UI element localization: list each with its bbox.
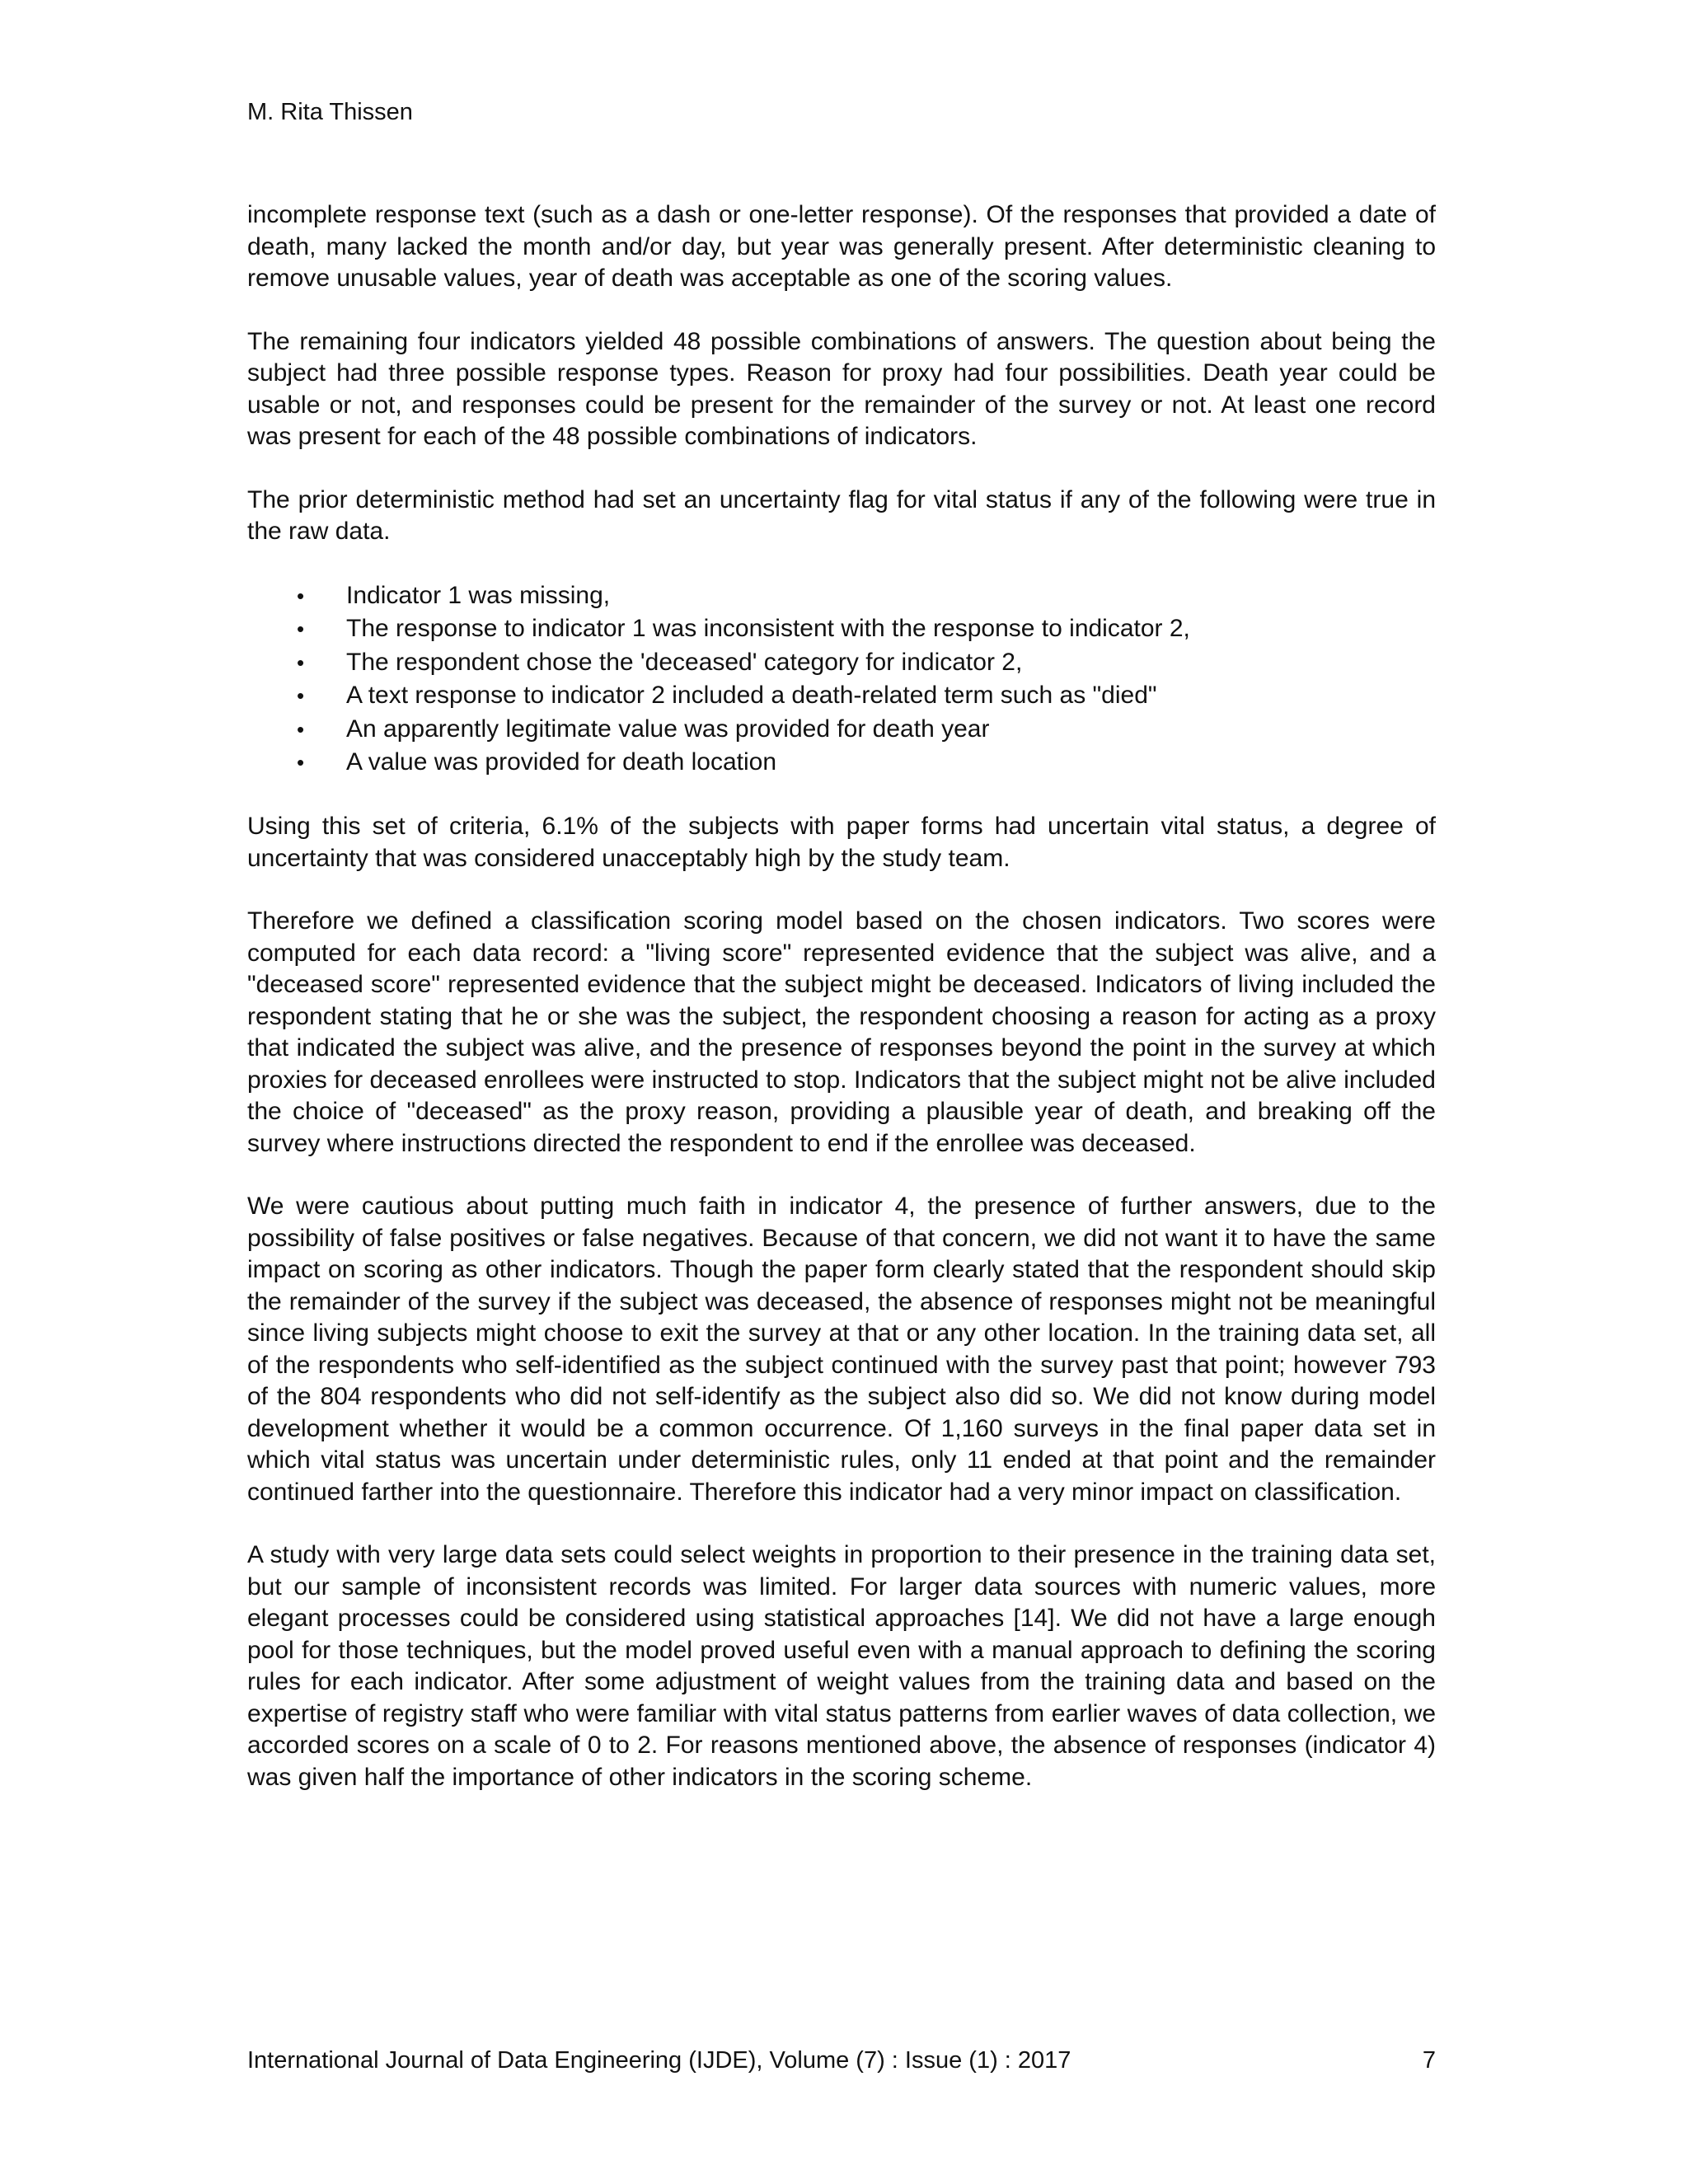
page-number: 7 (1422, 2047, 1436, 2074)
list-item-text: The response to indicator 1 was inconsistent with the response to indicator 2, (346, 615, 1190, 643)
list-item (247, 713, 1436, 747)
list-item-text: A value was provided for death location (346, 748, 776, 776)
list-item-text: An apparently legitimate value was provided for death year (346, 715, 990, 743)
bullet-icon: • (297, 683, 305, 709)
paragraph-3: The prior deterministic method had set an uncertainty flag for vital status if any of the following were true in the raw data. (247, 485, 1436, 545)
paragraph-4: Using this set of criteria, 6.1% of the subjects with paper forms had uncertain vital status, a degree of uncertainty that was considered unacceptably high by the study team. (247, 813, 1436, 872)
footer-journal-citation: International Journal of Data Engineering (IJDE), Volume (7) : Issue (1) : 2017 (247, 2047, 1071, 2074)
list-item-text: The respondent chose the 'deceased' category for indicator 2, (346, 648, 1023, 676)
bullet-icon: • (297, 649, 305, 675)
list-item (247, 579, 1436, 613)
bullet-icon: • (297, 716, 305, 742)
paragraph-1: incomplete response text (such as a dash or one-letter response). Of the responses that provided a date of death, many lacked the month and/or day, but year was generally present. After deterministic cleaning to remove unusable values, year of death was acceptable as one of the scoring values. (247, 201, 1436, 292)
list-item-text: Indicator 1 was missing, (346, 581, 611, 609)
criteria-list (247, 579, 1436, 780)
bullet-icon: • (297, 616, 305, 642)
list-item-text: A text response to indicator 2 included a death-related term such as "died" (346, 682, 1157, 710)
list-item (247, 679, 1436, 713)
running-head-author: M. Rita Thissen (247, 99, 413, 125)
paragraph-2: The remaining four indicators yielded 48 possible combinations of answers. The question about being the subject had three possible response types. Reason for proxy had four possibilities. Death year could be usable or not, and responses could be present for the remainder of the survey or not. At least one record was present for each of the 48 possible combinations of indicators. (247, 327, 1436, 450)
list-item (247, 646, 1436, 680)
bullet-icon: • (297, 583, 305, 608)
list-item (247, 612, 1436, 646)
bullet-icon: • (297, 750, 305, 776)
paragraph-6: We were cautious about putting much faith in indicator 4, the presence of further answers, due to the possibility of false positives or false negatives. Because of that concern, we did not want it to have the same impact on scoring as other indicators. Though the paper form clearly stated that the respondent should skip the remainder of the survey if the subject was deceased, the absence of responses might not be meaningful since living subjects might choose to exit the survey at that or any other location. In the training data set, all of the respondents who self-identified as the subject continued with the survey past that point; however 793 of the 804 respondents who did not self-identify as the subject also did so. We did not know during model development whether it would be a common occurrence. Of 1,160 surveys in the final paper data set in which vital status was uncertain under deterministic rules, only 11 ended at that point and the remainder continued farther into the questionnaire. Therefore this indicator had a very minor impact on classification. (247, 1193, 1436, 1506)
paragraph-7: A study with very large data sets could select weights in proportion to their presence in the training data set, but our sample of inconsistent records was limited. For larger data sources with numeric values, more elegant processes could be considered using statistical approaches [14]. We did not have a large enough pool for those techniques, but the model proved useful even with a manual approach to defining the scoring rules for each indicator. After some adjustment of weight values from the training data and based on the expertise of registry staff who were familiar with vital status patterns from earlier waves of data collection, we accorded scores on a scale of 0 to 2. For reasons mentioned above, the absence of responses (indicator 4) was given half the importance of other indicators in the scoring scheme. (247, 1541, 1436, 1791)
paragraph-5: Therefore we defined a classification scoring model based on the chosen indicators. Two scores were computed for each data record: a "living score" represented evidence that the subject was alive, and a "deceased score" represented evidence that the subject might be deceased. Indicators of living included the respondent stating that he or she was the subject, the respondent choosing a reason for acting as a proxy that indicated the subject was alive, and the presence of responses beyond the point in the survey at which proxies for deceased enrollees were instructed to stop. Indicators that the subject might not be alive included the choice of "deceased" as the proxy reason, providing a plausible year of death, and breaking off the survey where instructions directed the respondent to end if the enrollee was deceased. (247, 907, 1436, 1157)
list-item (247, 746, 1436, 780)
body-text (247, 199, 1436, 1825)
